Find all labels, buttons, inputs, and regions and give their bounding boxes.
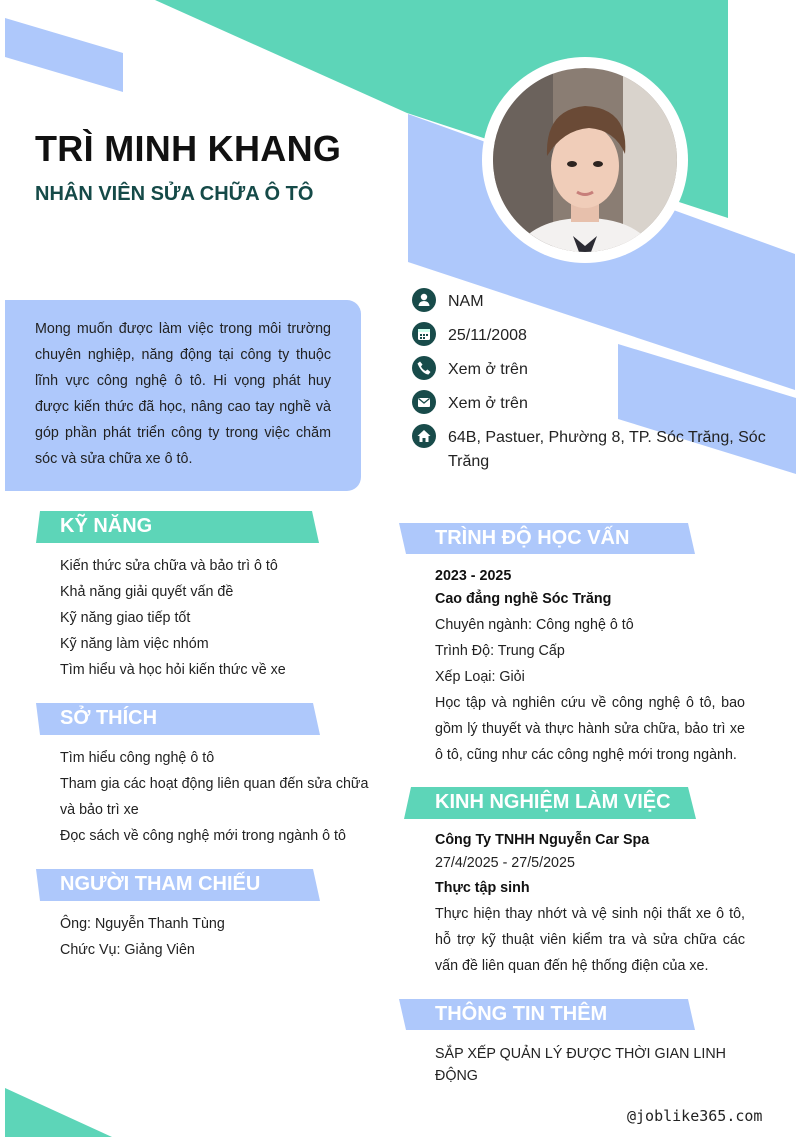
list-item: Kiến thức sửa chữa và bảo trì ô tô — [60, 558, 278, 574]
skills-header — [36, 511, 326, 543]
address-value: 64B, Pastuer, Phường 8, TP. Sóc Trăng, Sóc Trăng — [448, 429, 766, 470]
person-icon — [412, 288, 436, 312]
list-item: Tìm hiểu công nghệ ô tô — [60, 750, 215, 766]
education-period: 2023 - 2025 — [435, 568, 512, 584]
calendar-icon — [412, 322, 436, 346]
education-header — [399, 523, 699, 555]
list-item: Đọc sách về công nghệ mới trong ngành ô tô — [60, 828, 346, 844]
objective-text: Mong muốn được làm việc trong môi trường chuyên nghiệp, năng động tại công ty thuộc lĩnh vực công nghệ ô tô. Hi vọng phát huy được kiến thức đã học, nâng cao tay nghề và góp phần phát triển công ty trong việc chăm sóc và sửa chữa xe ô tô. — [35, 321, 331, 467]
references-header — [36, 869, 326, 901]
gender-value: NAM — [448, 293, 484, 310]
email-value: Xem ở trên — [448, 395, 528, 412]
experience-header — [404, 787, 704, 819]
education-entry — [435, 566, 745, 768]
teal-bottom-corner — [5, 1088, 112, 1137]
avatar — [493, 68, 677, 252]
watermark: @joblike365.com — [627, 1107, 763, 1125]
list-item: Kỹ năng giao tiếp tốt — [60, 610, 191, 626]
career-objective — [5, 300, 361, 491]
education-grade: Xếp Loại: Giỏi — [435, 669, 525, 685]
references-title: NGƯỜI THAM CHIẾU — [60, 873, 261, 895]
experience-title: KINH NGHIỆM LÀM VIỆC — [435, 791, 671, 813]
education-description: Học tập và nghiên cứu về công nghệ ô tô, bao gồm lý thuyết và thực hành sửa chữa, bảo trì xe ô tô, cũng như các công nghệ mới trong ngành. — [435, 695, 745, 763]
hobbies-header — [36, 703, 326, 735]
education-major: Chuyên ngành: Công nghệ ô tô — [435, 617, 634, 633]
experience-position: Thực tập sinh — [435, 880, 530, 896]
mail-icon — [412, 390, 436, 414]
phone-value: Xem ở trên — [448, 361, 528, 378]
list-item: Ông: Nguyễn Thanh Tùng — [60, 916, 225, 932]
education-school: Cao đẳng nghề Sóc Trăng — [435, 591, 612, 607]
additional-title: THÔNG TIN THÊM — [435, 1003, 608, 1025]
experience-description: Thực hiện thay nhớt và vệ sinh nội thất xe ô tô, hỗ trợ kỹ thuật viên kiểm tra và sửa chữa các vấn đề liên quan đến hệ thống điện của xe. — [435, 906, 745, 974]
skills-title: KỸ NĂNG — [60, 515, 153, 537]
hobbies-title: SỞ THÍCH — [60, 707, 158, 729]
list-item: và bảo trì xe — [60, 802, 139, 818]
job-title: NHÂN VIÊN SỬA CHỮA Ô TÔ — [35, 183, 314, 205]
home-icon — [412, 424, 436, 448]
experience-company: Công Ty TNHH Nguyễn Car Spa — [435, 832, 650, 848]
additional-text: SẮP XẾP QUẢN LÝ ĐƯỢC THỜI GIAN LINH ĐỘNG — [435, 1046, 726, 1084]
education-title: TRÌNH ĐỘ HỌC VẤN — [435, 527, 630, 549]
experience-entry — [435, 829, 745, 979]
birthday-value: 25/11/2008 — [448, 327, 527, 344]
phone-icon — [412, 356, 436, 380]
hobbies-list — [60, 745, 368, 849]
references-list — [60, 911, 225, 963]
blue-corner-shape — [5, 18, 123, 92]
list-item: Kỹ năng làm việc nhóm — [60, 636, 209, 652]
education-level: Trình Độ: Trung Cấp — [435, 643, 565, 659]
list-item: Chức Vụ: Giảng Viên — [60, 942, 195, 958]
list-item: Khả năng giải quyết vấn đề — [60, 584, 234, 600]
candidate-name: TRÌ MINH KHANG — [35, 128, 342, 169]
experience-period: 27/4/2025 - 27/5/2025 — [435, 855, 575, 871]
list-item: Tham gia các hoạt động liên quan đến sửa chữa — [60, 776, 369, 792]
additional-header — [399, 999, 699, 1031]
skills-list — [60, 553, 286, 683]
list-item: Tìm hiểu và học hỏi kiến thức về xe — [60, 662, 286, 678]
